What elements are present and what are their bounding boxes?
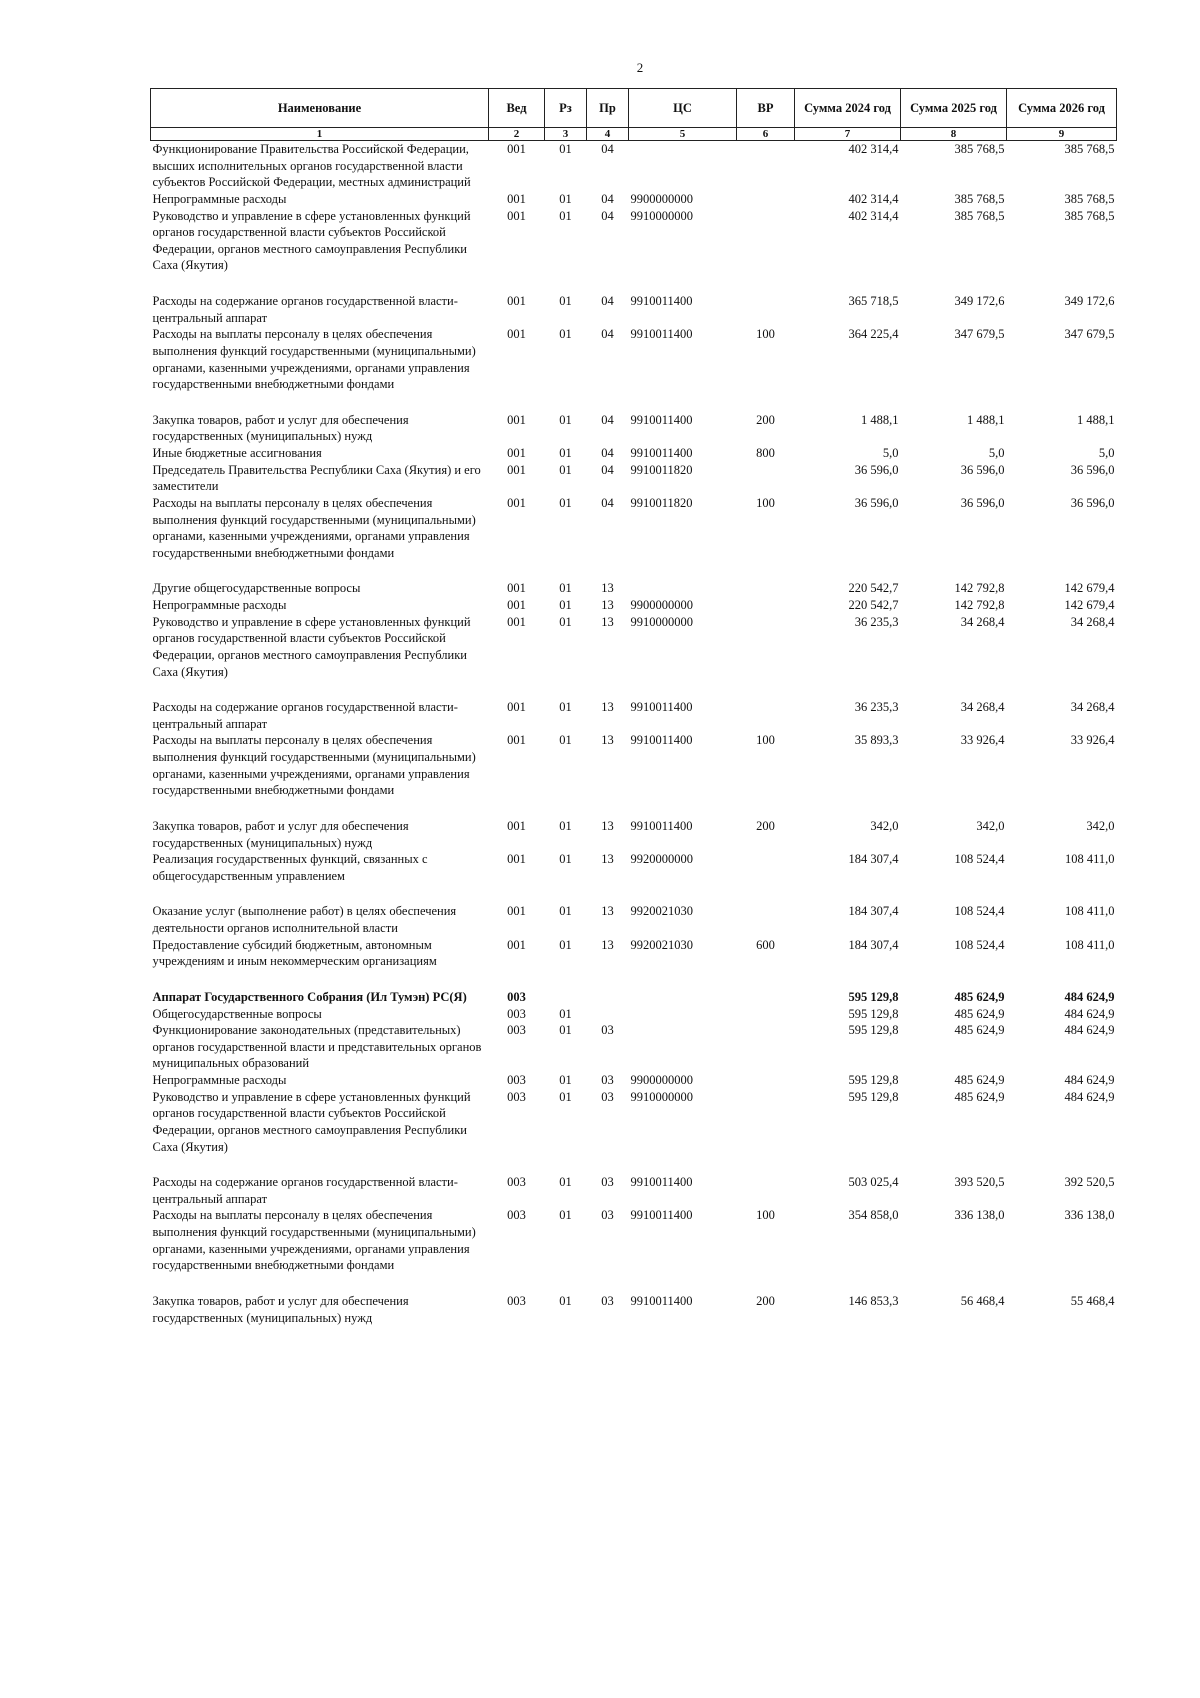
- row-ved: 001: [507, 904, 526, 919]
- row-rz: 01: [559, 1293, 572, 1308]
- row-cs: [629, 989, 737, 1006]
- row-ved: 001: [507, 937, 526, 952]
- row-ved: 001: [507, 462, 526, 477]
- header-name: Наименование: [151, 89, 489, 128]
- row-vr: [737, 1022, 795, 1072]
- row-pr: 13: [601, 937, 614, 952]
- row-sum-2025: 485 624,9: [954, 1023, 1005, 1038]
- row-sum-2024: 36 235,3: [854, 700, 899, 715]
- row-ved: 003: [507, 989, 526, 1004]
- column-number-row: [151, 128, 1117, 141]
- row-ved: 003: [507, 1293, 526, 1308]
- table-row: [151, 208, 1117, 294]
- row-sum-2024: 5,0: [882, 446, 899, 460]
- header-sum-2025: Сумма 2025 год: [901, 89, 1007, 128]
- row-sum-2025: 485 624,9: [954, 1089, 1005, 1104]
- header-rz: Рз: [545, 89, 587, 128]
- row-ved: 001: [507, 700, 526, 715]
- row-sum-2026: 385 768,5: [1064, 208, 1115, 223]
- row-sum-2024: 184 307,4: [848, 852, 899, 867]
- row-sum-2024: 402 314,4: [848, 142, 899, 156]
- row-name: Закупка товаров, работ и услуг для обеспечения государственных (муниципальных) нужд: [152, 1293, 409, 1325]
- table-row: [151, 699, 1117, 732]
- table-row: [151, 818, 1117, 851]
- column-number: 8: [901, 128, 1007, 141]
- row-sum-2026: 33 926,4: [1070, 733, 1115, 748]
- column-number: 4: [587, 128, 629, 141]
- row-rz: 01: [559, 700, 572, 715]
- column-number: 7: [795, 128, 901, 141]
- row-pr: 04: [601, 495, 614, 510]
- row-cs: 9910000000: [630, 1089, 693, 1104]
- row-sum-2026: 142 679,4: [1064, 598, 1115, 612]
- row-vr: [737, 208, 795, 294]
- row-rz: 01: [559, 446, 572, 460]
- table-header: [151, 89, 1117, 141]
- row-sum-2025: 485 624,9: [954, 1006, 1005, 1021]
- row-sum-2025: 349 172,6: [954, 294, 1005, 308]
- row-vr: 600: [756, 937, 775, 952]
- row-sum-2026: 349 172,6: [1064, 294, 1115, 308]
- row-rz: 01: [559, 1023, 572, 1038]
- row-cs: 9910011400: [630, 1293, 693, 1308]
- row-sum-2026: 36 596,0: [1070, 495, 1115, 510]
- row-sum-2025: 142 792,8: [954, 581, 1005, 596]
- row-sum-2026: 342,0: [1086, 818, 1115, 833]
- row-rz: 01: [559, 327, 572, 342]
- row-ved: 003: [507, 1023, 526, 1038]
- page-number: 2: [636, 60, 644, 75]
- row-pr: 13: [601, 904, 614, 919]
- row-pr: 04: [601, 462, 614, 477]
- row-sum-2024: 595 129,8: [848, 989, 899, 1004]
- row-ved: 001: [507, 495, 526, 510]
- row-sum-2026: 385 768,5: [1064, 142, 1115, 156]
- row-vr: [737, 597, 795, 614]
- column-number: 2: [489, 128, 545, 141]
- row-sum-2024: 146 853,3: [848, 1293, 899, 1308]
- row-vr: [737, 293, 795, 326]
- row-ved: 003: [507, 1089, 526, 1104]
- row-name: Расходы на содержание органов государственной власти- центральный аппарат: [152, 294, 458, 325]
- table-row: [151, 851, 1117, 903]
- row-pr: 03: [601, 1073, 614, 1087]
- row-sum-2025: 33 926,4: [960, 733, 1005, 748]
- header-cs: ЦС: [629, 89, 737, 128]
- table-row: [151, 903, 1117, 936]
- budget-table: [150, 88, 1117, 1326]
- row-sum-2026: 484 624,9: [1064, 1006, 1115, 1021]
- row-cs: 9910000000: [630, 614, 693, 629]
- row-sum-2024: 364 225,4: [848, 327, 899, 342]
- row-pr: 03: [601, 1089, 614, 1104]
- row-ved: 001: [507, 852, 526, 867]
- row-ved: 001: [507, 581, 526, 596]
- row-sum-2024: 35 893,3: [854, 733, 899, 748]
- column-number: 9: [1007, 128, 1117, 141]
- row-sum-2026: 484 624,9: [1064, 1089, 1115, 1104]
- row-cs: 9910011400: [630, 327, 693, 342]
- row-vr: 100: [756, 327, 775, 342]
- table-row: [151, 1089, 1117, 1175]
- row-cs: 9910011820: [630, 462, 693, 477]
- row-sum-2026: 484 624,9: [1064, 1073, 1115, 1087]
- row-ved: 001: [507, 818, 526, 833]
- row-vr: 100: [756, 1208, 775, 1223]
- row-pr: 13: [601, 818, 614, 833]
- row-cs: [629, 580, 737, 597]
- row-pr: 13: [601, 700, 614, 715]
- row-ved: 001: [507, 327, 526, 342]
- row-pr: 04: [601, 446, 614, 460]
- row-pr: 04: [601, 412, 614, 427]
- table-row: [151, 732, 1117, 818]
- row-sum-2024: 342,0: [870, 818, 899, 833]
- header-row: [151, 89, 1117, 128]
- row-cs: 9910011400: [630, 412, 693, 427]
- row-rz: 01: [559, 462, 572, 477]
- row-cs: [629, 1022, 737, 1072]
- row-vr: 200: [756, 818, 775, 833]
- row-sum-2025: 485 624,9: [954, 989, 1005, 1004]
- row-ved: 001: [507, 191, 526, 206]
- row-vr: [737, 1006, 795, 1023]
- row-vr: 200: [756, 1293, 775, 1308]
- table-row: [151, 1293, 1117, 1326]
- row-rz: 01: [559, 1006, 572, 1021]
- row-ved: 001: [507, 412, 526, 427]
- row-sum-2024: 365 718,5: [848, 294, 899, 308]
- table-row: [151, 580, 1117, 597]
- row-name: Оказание услуг (выполнение работ) в целях обеспечения деятельности органов исполнительной власти: [152, 904, 457, 935]
- row-cs: [629, 1006, 737, 1023]
- row-sum-2024: 354 858,0: [848, 1208, 899, 1223]
- row-sum-2024: 220 542,7: [848, 598, 899, 612]
- row-pr: 13: [601, 733, 614, 748]
- row-cs: 9920000000: [630, 852, 693, 867]
- row-sum-2025: 385 768,5: [954, 142, 1005, 156]
- row-sum-2024: 595 129,8: [848, 1023, 899, 1038]
- row-cs: [629, 141, 737, 191]
- row-sum-2025: 34 268,4: [960, 614, 1005, 629]
- row-sum-2026: 36 596,0: [1070, 462, 1115, 477]
- row-rz: 01: [559, 1208, 572, 1223]
- row-sum-2026: 34 268,4: [1070, 700, 1115, 715]
- row-sum-2026: 336 138,0: [1064, 1208, 1115, 1223]
- header-ved: Вед: [489, 89, 545, 128]
- table-row: [151, 326, 1117, 412]
- row-sum-2025: 342,0: [976, 818, 1005, 833]
- row-pr: 04: [601, 191, 614, 206]
- table-row: [151, 1207, 1117, 1293]
- table-row: [151, 937, 1117, 989]
- row-name: Функционирование Правительства Российской Федерации, высших исполнительных органов государственной власти субъектов Российской Федерации, местных администраций: [152, 142, 471, 190]
- row-sum-2024: 402 314,4: [848, 191, 899, 206]
- row-vr: 200: [756, 412, 775, 427]
- row-name: Общегосударственные вопросы: [152, 1006, 322, 1021]
- row-pr: 04: [601, 294, 614, 308]
- row-name: Руководство и управление в сфере установленных функций органов государственной власти субъектов Российской Федерации, органов местного самоуправления Республики Саха (Якутия): [152, 1089, 471, 1154]
- row-rz: 01: [559, 495, 572, 510]
- table-row: [151, 1006, 1117, 1023]
- row-rz: 01: [559, 818, 572, 833]
- row-sum-2024: 595 129,8: [848, 1089, 899, 1104]
- row-name: Руководство и управление в сфере установленных функций органов государственной власти субъектов Российской Федерации, органов местного самоуправления Республики Саха (Якутия): [152, 208, 471, 273]
- row-pr: 03: [601, 1023, 614, 1038]
- row-vr: [737, 614, 795, 700]
- row-vr: [737, 191, 795, 208]
- row-sum-2025: 108 524,4: [954, 904, 1005, 919]
- row-ved: 001: [507, 208, 526, 223]
- row-rz: 01: [559, 1073, 572, 1087]
- table-row: [151, 462, 1117, 495]
- row-rz: [545, 989, 587, 1006]
- row-ved: 001: [507, 294, 526, 308]
- row-ved: 001: [507, 446, 526, 460]
- row-ved: 001: [507, 614, 526, 629]
- row-sum-2026: 1 488,1: [1077, 412, 1115, 427]
- row-sum-2024: 36 596,0: [854, 462, 899, 477]
- row-sum-2025: 108 524,4: [954, 852, 1005, 867]
- row-name: Расходы на содержание органов государственной власти- центральный аппарат: [152, 1175, 458, 1206]
- table-row: [151, 989, 1117, 1006]
- table-row: [151, 1072, 1117, 1089]
- row-pr: 13: [601, 852, 614, 867]
- row-ved: 003: [507, 1006, 526, 1021]
- row-sum-2026: 484 624,9: [1064, 1023, 1115, 1038]
- column-number: 6: [737, 128, 795, 141]
- row-sum-2025: 34 268,4: [960, 700, 1005, 715]
- row-name: Непрограммные расходы: [152, 191, 287, 206]
- row-name: Закупка товаров, работ и услуг для обеспечения государственных (муниципальных) нужд: [152, 818, 409, 850]
- row-sum-2026: 108 411,0: [1064, 937, 1115, 952]
- row-vr: 100: [756, 733, 775, 748]
- row-cs: 9910011400: [630, 818, 693, 833]
- row-name: Другие общегосударственные вопросы: [152, 581, 361, 596]
- row-sum-2024: 1 488,1: [861, 412, 899, 427]
- row-cs: 9910011820: [630, 495, 693, 510]
- row-sum-2025: 393 520,5: [954, 1175, 1005, 1190]
- header-sum-2026: Сумма 2026 год: [1007, 89, 1117, 128]
- row-rz: 01: [559, 412, 572, 427]
- row-sum-2025: 108 524,4: [954, 937, 1005, 952]
- row-name: Реализация государственных функций, связанных с общегосударственным управлением: [152, 852, 428, 883]
- row-sum-2024: 595 129,8: [848, 1073, 899, 1087]
- row-sum-2026: 484 624,9: [1064, 989, 1115, 1004]
- row-rz: 01: [559, 733, 572, 748]
- table-row: [151, 1174, 1117, 1207]
- row-name: Аппарат Государственного Собрания (Ил Тумэн) РС(Я): [152, 989, 467, 1004]
- row-vr: 100: [756, 495, 775, 510]
- row-rz: 01: [559, 294, 572, 308]
- table-row: [151, 495, 1117, 581]
- row-ved: 001: [507, 598, 526, 612]
- row-sum-2025: 385 768,5: [954, 208, 1005, 223]
- table-row: [151, 597, 1117, 614]
- row-pr: [587, 1006, 629, 1023]
- row-cs: 9910011400: [630, 446, 693, 460]
- row-sum-2026: 34 268,4: [1070, 614, 1115, 629]
- row-sum-2024: 595 129,8: [848, 1006, 899, 1021]
- table-row: [151, 293, 1117, 326]
- row-sum-2026: 108 411,0: [1064, 904, 1115, 919]
- row-vr: [737, 1072, 795, 1089]
- row-name: Председатель Правительства Республики Саха (Якутия) и его заместители: [152, 462, 481, 494]
- row-name: Непрограммные расходы: [152, 1073, 287, 1087]
- row-rz: 01: [559, 191, 572, 206]
- row-sum-2025: 385 768,5: [954, 191, 1005, 206]
- row-rz: 01: [559, 598, 572, 612]
- row-rz: 01: [559, 614, 572, 629]
- row-rz: 01: [559, 142, 572, 156]
- table-row: [151, 191, 1117, 208]
- row-sum-2024: 36 235,3: [854, 614, 899, 629]
- row-vr: [737, 1174, 795, 1207]
- column-number: 5: [629, 128, 737, 141]
- row-sum-2024: 503 025,4: [848, 1175, 899, 1190]
- column-number: 1: [151, 128, 489, 141]
- row-cs: 9920021030: [630, 937, 693, 952]
- row-pr: 13: [601, 614, 614, 629]
- row-name: Предоставление субсидий бюджетным, автономным учреждениям и иным некоммерческим организациям: [152, 937, 437, 969]
- table-row: [151, 141, 1117, 191]
- table-row: [151, 445, 1117, 462]
- row-pr: 04: [601, 327, 614, 342]
- row-name: Функционирование законодательных (представительных) органов государственной власти и представительных органов муниципальных образований: [152, 1023, 482, 1071]
- row-sum-2025: 56 468,4: [960, 1293, 1005, 1308]
- row-cs: 9920021030: [630, 904, 693, 919]
- row-vr: [737, 141, 795, 191]
- row-sum-2025: 142 792,8: [954, 598, 1005, 612]
- row-vr: [737, 699, 795, 732]
- column-number: 3: [545, 128, 587, 141]
- row-pr: 04: [601, 208, 614, 223]
- row-ved: 003: [507, 1175, 526, 1190]
- row-sum-2024: 220 542,7: [848, 581, 899, 596]
- row-ved: 001: [507, 142, 526, 156]
- row-sum-2026: 347 679,5: [1064, 327, 1115, 342]
- row-pr: 03: [601, 1175, 614, 1190]
- row-vr: [737, 580, 795, 597]
- row-sum-2026: 385 768,5: [1064, 191, 1115, 206]
- header-sum-2024: Сумма 2024 год: [795, 89, 901, 128]
- row-sum-2024: 184 307,4: [848, 904, 899, 919]
- row-sum-2026: 142 679,4: [1064, 581, 1115, 596]
- row-cs: 9900000000: [630, 191, 693, 206]
- row-sum-2025: 1 488,1: [967, 412, 1005, 427]
- row-pr: 03: [601, 1293, 614, 1308]
- row-cs: 9910011400: [630, 294, 693, 308]
- row-sum-2024: 184 307,4: [848, 937, 899, 952]
- row-vr: [737, 1089, 795, 1175]
- row-vr: [737, 851, 795, 903]
- header-pr: Пр: [587, 89, 629, 128]
- row-cs: 9910011400: [630, 1208, 693, 1223]
- row-name: Расходы на выплаты персоналу в целях обеспечения выполнения функций государственными (муниципальными) органами, казенными учреждениями, органами управления государственными внебюджетными фондами: [152, 327, 476, 392]
- row-rz: 01: [559, 904, 572, 919]
- row-vr: 800: [756, 446, 775, 460]
- row-rz: 01: [559, 1089, 572, 1104]
- row-rz: 01: [559, 852, 572, 867]
- row-sum-2026: 108 411,0: [1064, 852, 1115, 867]
- table-row: [151, 614, 1117, 700]
- row-pr: 03: [601, 1208, 614, 1223]
- row-name: Закупка товаров, работ и услуг для обеспечения государственных (муниципальных) нужд: [152, 412, 409, 444]
- row-sum-2024: 402 314,4: [848, 208, 899, 223]
- row-cs: 9910011400: [630, 733, 693, 748]
- row-pr: 13: [601, 598, 614, 612]
- row-name: Расходы на выплаты персоналу в целях обеспечения выполнения функций государственными (муниципальными) органами, казенными учреждениями, органами управления государственными внебюджетными фондами: [152, 1208, 476, 1273]
- row-name: Руководство и управление в сфере установленных функций органов государственной власти субъектов Российской Федерации, органов местного самоуправления Республики Саха (Якутия): [152, 614, 471, 679]
- row-name: Расходы на выплаты персоналу в целях обеспечения выполнения функций государственными (муниципальными) органами, казенными учреждениями, органами управления государственными внебюджетными фондами: [152, 733, 476, 798]
- row-sum-2026: 55 468,4: [1070, 1293, 1115, 1308]
- row-name: Расходы на содержание органов государственной власти- центральный аппарат: [152, 700, 458, 731]
- row-cs: 9910011400: [630, 1175, 693, 1190]
- row-cs: 9900000000: [630, 1073, 693, 1087]
- table-row: [151, 1022, 1117, 1072]
- row-vr: [737, 462, 795, 495]
- row-sum-2024: 36 596,0: [854, 495, 899, 510]
- row-vr: [737, 989, 795, 1006]
- row-sum-2025: 347 679,5: [954, 327, 1005, 342]
- row-sum-2025: 36 596,0: [960, 462, 1005, 477]
- row-rz: 01: [559, 937, 572, 952]
- row-ved: 003: [507, 1073, 526, 1087]
- row-cs: 9910011400: [630, 700, 693, 715]
- row-sum-2025: 336 138,0: [954, 1208, 1005, 1223]
- row-ved: 003: [507, 1208, 526, 1223]
- table-row: [151, 412, 1117, 445]
- row-sum-2026: 5,0: [1098, 446, 1115, 460]
- row-pr: 04: [601, 142, 614, 156]
- row-pr: [587, 989, 629, 1006]
- row-cs: 9900000000: [630, 598, 693, 612]
- row-name: Расходы на выплаты персоналу в целях обеспечения выполнения функций государственными (муниципальными) органами, казенными учреждениями, органами управления государственными внебюджетными фондами: [152, 495, 476, 560]
- table-body: [151, 141, 1117, 1327]
- row-rz: 01: [559, 208, 572, 223]
- row-sum-2025: 5,0: [988, 446, 1005, 460]
- row-rz: 01: [559, 1175, 572, 1190]
- row-sum-2025: 485 624,9: [954, 1073, 1005, 1087]
- row-sum-2026: 392 520,5: [1064, 1175, 1115, 1190]
- row-cs: 9910000000: [630, 208, 693, 223]
- row-pr: 13: [601, 581, 614, 596]
- row-vr: [737, 903, 795, 936]
- header-vr: ВР: [737, 89, 795, 128]
- row-name: Непрограммные расходы: [152, 598, 287, 612]
- row-rz: 01: [559, 581, 572, 596]
- row-sum-2025: 36 596,0: [960, 495, 1005, 510]
- row-ved: 001: [507, 733, 526, 748]
- row-name: Иные бюджетные ассигнования: [152, 446, 322, 460]
